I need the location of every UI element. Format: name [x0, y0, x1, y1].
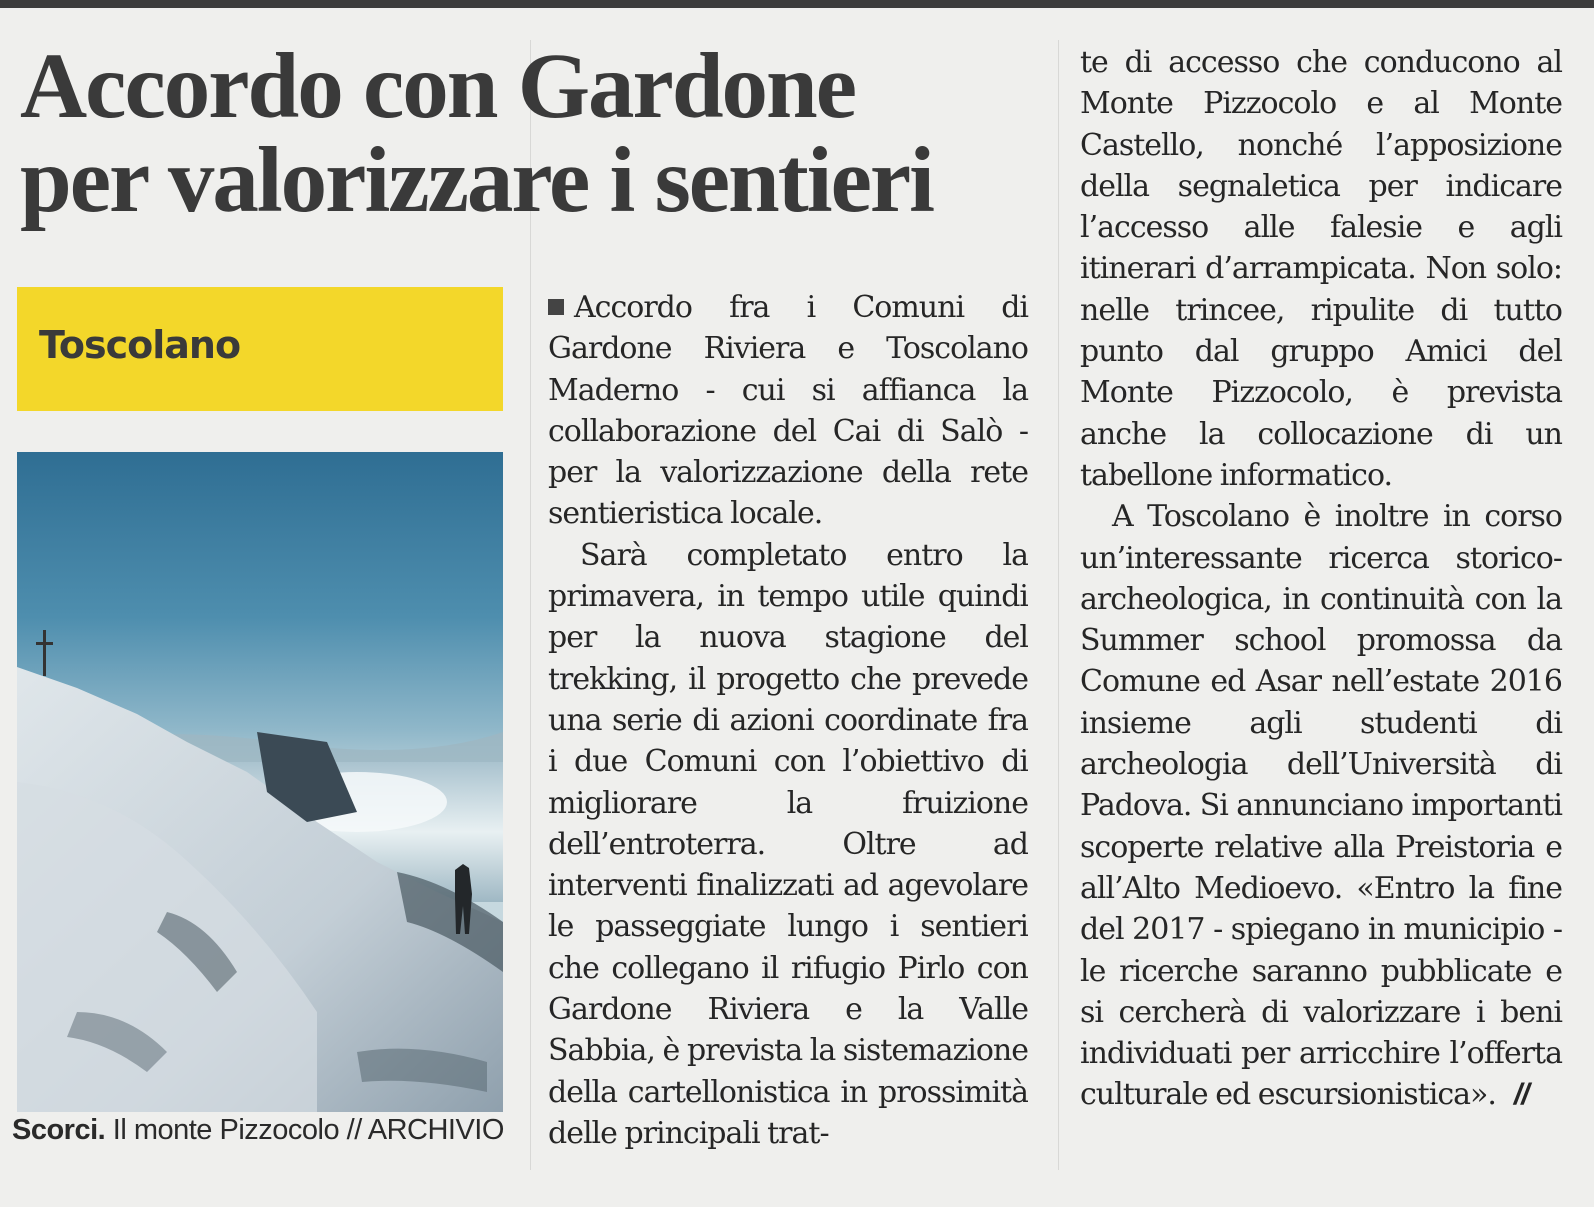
article-lead-paragraph — [548, 287, 1028, 535]
photo-caption — [12, 1114, 504, 1147]
article-closing-paragraph — [1080, 496, 1562, 1115]
article-paragraph — [548, 535, 1028, 1154]
caption-text: Il monte Pizzocolo // ARCHIVIO — [112, 1114, 504, 1146]
article-column-middle — [548, 287, 1028, 1154]
paragraph-text: A Toscolano è inoltre in corso un’interessante ricerca storico-archeologica, in continuità con la Summer school promossa da Comune ed Asar nell’estate 2016 insieme agli studenti di archeologia dell’Università di Padova. Si annunciano importanti scoperte relative alla Preistoria e all’Alto Medioevo. «Entro la fine del 2017 - spiegano in municipio - le ricerche saranno pubblicate e si cercherà di valorizzare i beni individuati per arricchire l’offerta culturale ed escursionistica». — [1080, 499, 1562, 1113]
end-mark: // — [1513, 1078, 1529, 1112]
headline-line: per valorizzare i sentieri — [20, 129, 933, 232]
section-tag: Toscolano — [39, 323, 241, 367]
headline-line: Accordo con Gardone — [20, 35, 856, 138]
column-rule — [1058, 40, 1059, 1170]
article-paragraph-continued: te di accesso che conducono al Monte Pizzocolo e al Monte Castello, nonché l’apposizione della segnaletica per indicare l’accesso alle falesie e agli itinerari d’arrampicata. Non solo: nelle trincee, ripulite di tutto punto dal gruppo Amici del Monte Pizzocolo, è prevista anche la collocazione di un tabellone informatico. — [1080, 45, 1562, 493]
paragraph-text: Accordo fra i Comuni di Gardone Riviera e Toscolano Maderno - cui si affianca la collaborazione del Cai di Salò - per la valorizzazione della rete sentieristica locale. — [548, 290, 1028, 532]
caption-label: Scorci. — [12, 1114, 106, 1146]
photo-monte-pizzocolo — [17, 452, 503, 1112]
paragraph-text: Sarà completato entro la primavera, in tempo utile quindi per la nuova stagione del trekking, il progetto che prevede una serie di azioni coordinate fra i due Comuni con l’obiettivo di migliorare la fruizione dell’entroterra. Oltre ad interventi finalizzati ad agevolare le passeggiate lungo i sentieri che collegano il rifugio Pirlo con Gardone Riviera e la Valle Sabbia, è prevista la sistemazione della cartellonistica in prossimità delle principali trat- — [548, 537, 1028, 1151]
article-column-right — [1080, 42, 1562, 1116]
top-rule — [0, 0, 1594, 8]
bullet-square-icon — [548, 299, 564, 315]
headline — [20, 35, 1030, 232]
section-tag-box — [17, 287, 503, 411]
